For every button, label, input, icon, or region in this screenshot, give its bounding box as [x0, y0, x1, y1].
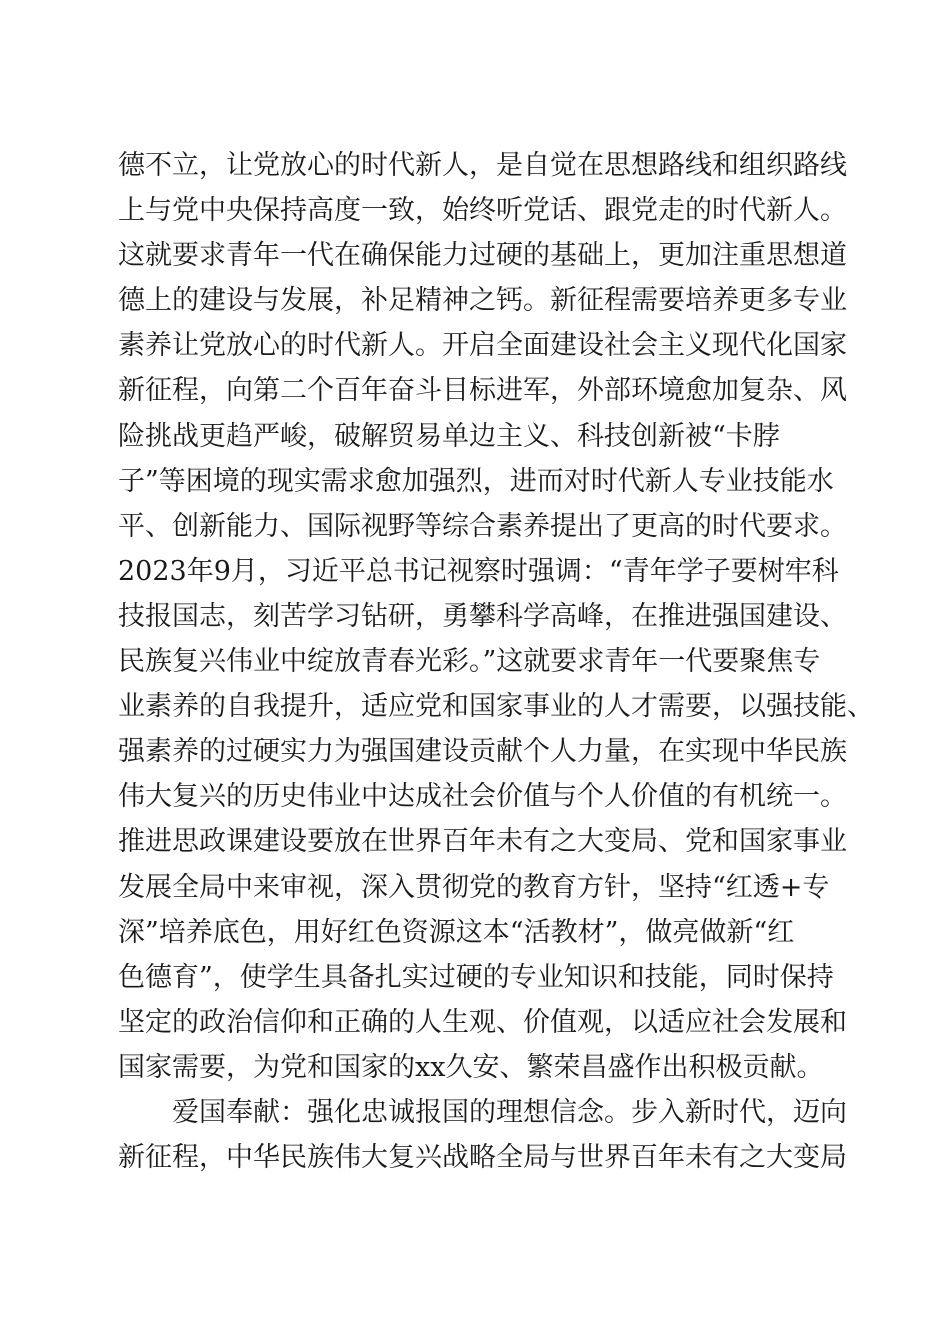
text-line: 素养让党放心的时代新人。开启全面建设社会主义现代化国家 [118, 330, 847, 362]
text-line: 色德育”，使学生具备扎实过硬的专业知识和技能，同时保持 [118, 961, 834, 993]
text-line: 平、创新能力、国际视野等综合素养提出了更高的时代要求。 [118, 510, 847, 542]
text-line: 新征程，中华民族伟大复兴战略全局与世界百年未有之大变局 [118, 1142, 847, 1174]
text-line: 2023年9月，习近平总书记视察时强调：“青年学子要树牢科 [118, 555, 839, 587]
text-line: 发展全局中来审视，深入贯彻党的教育方针，坚持“红透+专 [118, 871, 830, 903]
text-line: 民族复兴伟业中绽放青春光彩。”这就要求青年一代要聚焦专 [118, 646, 821, 678]
document-body [118, 143, 874, 1180]
text-line: 国家需要，为党和国家的xx久安、繁荣昌盛作出积极贡献。 [118, 1051, 824, 1083]
text-line: 这就要求青年一代在确保能力过硬的基础上，更加注重思想道 [118, 240, 847, 272]
text-line: 深”培养底色，用好红色资源这本“活教材”，做亮做新“红 [118, 916, 795, 948]
text-line: 德上的建设与发展，补足精神之钙。新征程需要培养更多专业 [118, 285, 847, 317]
text-line: 险挑战更趋严峻，破解贸易单边主义、科技创新被“卡脖 [118, 420, 780, 452]
text-line: 业素养的自我提升，适应党和国家事业的人才需要，以强技能、 [118, 691, 874, 723]
text-line: 上与党中央保持高度一致，始终听党话、跟党走的时代新人。 [118, 195, 847, 227]
text-line: 新征程，向第二个百年奋斗目标进军，外部环境愈加复杂、风 [118, 375, 847, 407]
text-line: 子”等困境的现实需求愈加强烈，进而对时代新人专业技能水 [118, 465, 834, 497]
paragraph-start-line: 爱国奉献：强化忠诚报国的理想信念。步入新时代，迈向 [172, 1096, 847, 1128]
text-line: 德不立，让党放心的时代新人，是自觉在思想路线和组织路线 [118, 150, 847, 181]
text-line: 伟大复兴的历史伟业中达成社会价值与个人价值的有机统一。 [118, 781, 847, 813]
text-line: 强素养的过硬实力为强国建设贡献个人力量，在实现中华民族 [118, 736, 847, 768]
text-line: 技报国志，刻苦学习钻研，勇攀科学高峰，在推进强国建设、 [118, 600, 847, 632]
text-line: 推进思政课建设要放在世界百年未有之大变局、党和国家事业 [118, 826, 847, 858]
text-line: 坚定的政治信仰和正确的人生观、价值观，以适应社会发展和 [118, 1006, 847, 1038]
